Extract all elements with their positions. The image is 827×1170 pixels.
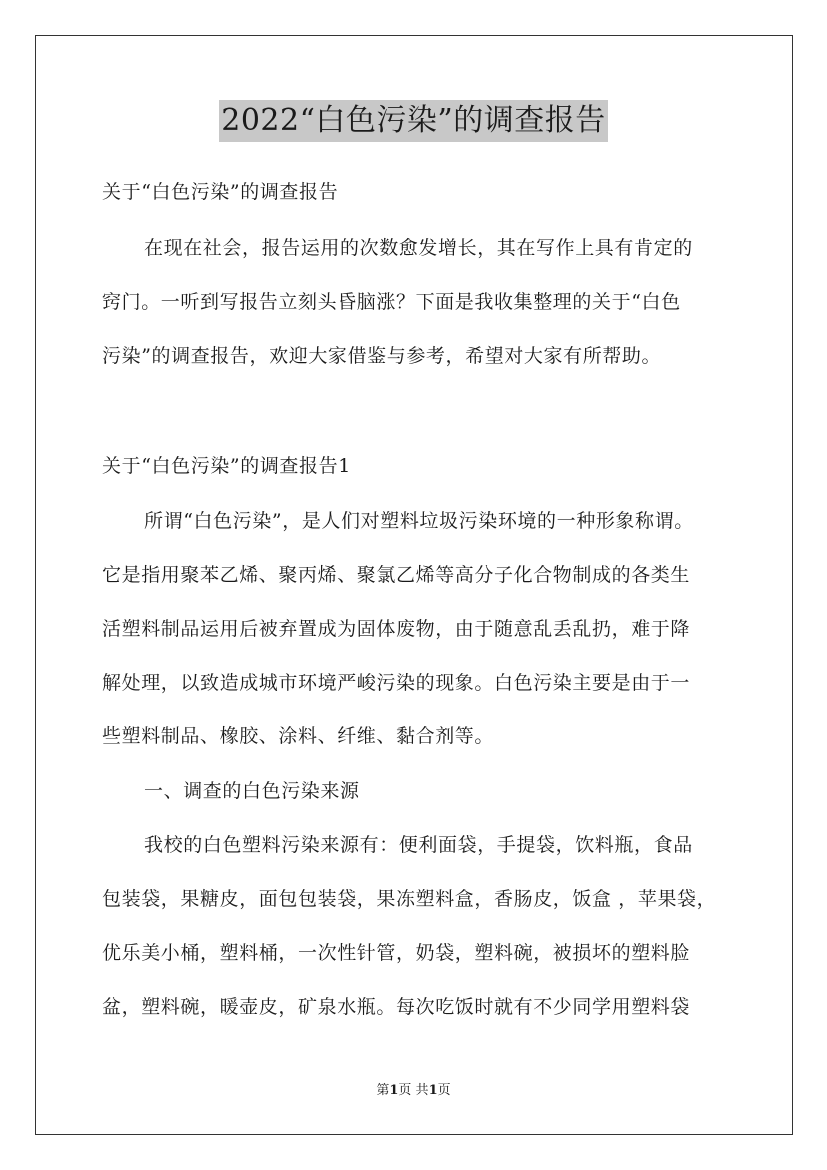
footer-suffix: 页: [437, 1083, 451, 1098]
paragraph-line: 污染”的调查报告，欢迎大家借鉴与参考，希望对大家有所帮助。: [102, 345, 662, 367]
footer-prefix: 第: [376, 1083, 390, 1098]
footer-page-number: 1: [389, 1083, 399, 1098]
paragraph-line: 优乐美小桶，塑料桶，一次性针管，奶袋，塑料碗，被损坏的塑料脸: [102, 942, 691, 964]
paragraph-line: 解处理，以致造成城市环境严峻污染的现象。白色污染主要是由于一: [102, 672, 691, 694]
section-heading: 关于“白色污染”的调查报告1: [102, 455, 351, 477]
paragraph-line: 窍门。一听到写报告立刻头昏脑涨？下面是我收集整理的关于“白色: [102, 291, 681, 313]
paragraph-line: 包装袋，果糖皮，面包包装袋，果冻塑料盒，香肠皮，饭盒 ，苹果袋，: [102, 888, 717, 910]
paragraph-line: 它是指用聚苯乙烯、聚丙烯、聚氯乙烯等高分子化合物制成的各类生: [102, 564, 691, 586]
footer-mid: 页 共: [398, 1083, 429, 1098]
title-wrap: [0, 100, 827, 142]
intro-heading: 关于“白色污染”的调查报告: [102, 181, 339, 203]
paragraph-line: 我校的白色塑料污染来源有：便利面袋，手提袋，饮料瓶，食品: [144, 834, 693, 856]
paragraph-line: 盆，塑料碗，暖壶皮，矿泉水瓶。每次吃饭时就有不少同学用塑料袋: [102, 996, 691, 1018]
paragraph-line: 些塑料制品、橡胶、涂料、纤维、黏合剂等。: [102, 725, 495, 747]
subsection-heading: 一、调查的白色污染来源: [144, 780, 360, 802]
paragraph-line: 活塑料制品运用后被弃置成为固体废物，由于随意乱丢乱扔，难于降: [102, 618, 691, 640]
page-footer: [0, 1082, 827, 1100]
paragraph-line: 在现在社会，报告运用的次数愈发增长，其在写作上具有肯定的: [144, 237, 693, 259]
document-title: 2022“白色污染”的调查报告: [219, 100, 608, 142]
footer-page-total: 1: [428, 1083, 438, 1098]
paragraph-line: 所谓“白色污染”，是人们对塑料垃圾污染环境的一种形象称谓。: [144, 510, 694, 532]
